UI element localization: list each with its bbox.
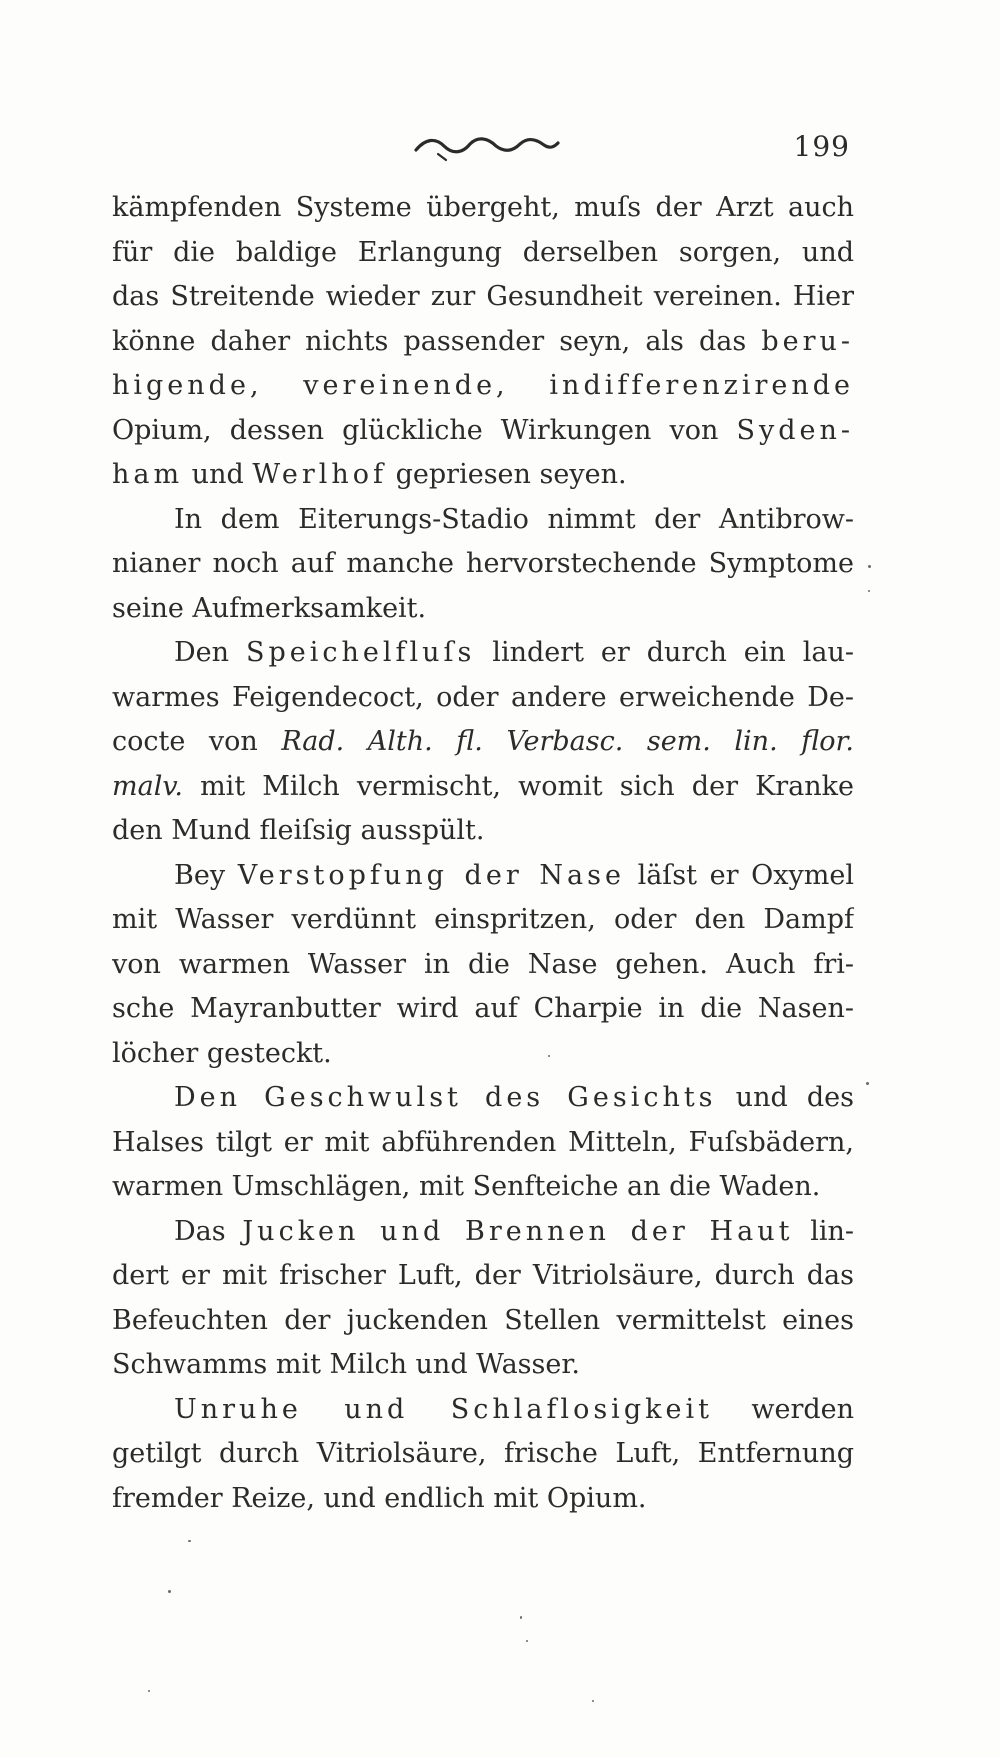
text-line <box>112 1165 854 1210</box>
text-line <box>112 1299 854 1344</box>
text-line <box>112 943 854 988</box>
text-line <box>112 542 854 587</box>
text-line <box>112 1076 854 1121</box>
italic-text: malv. <box>112 770 183 802</box>
text-line <box>112 1032 854 1077</box>
spaced-emphasis-text: Unruhe und Schlaflosigkeit <box>174 1393 713 1425</box>
text-line <box>112 231 854 276</box>
body-text <box>112 186 854 1521</box>
text-segment: lindert er durch ein lau- <box>475 637 854 668</box>
spaced-emphasis-text: Syden- <box>736 414 854 446</box>
text-segment: getilgt durch Vitriolsäure, frische Luft, Entfernung <box>112 1438 854 1469</box>
text-segment: In dem Eiterungs-Stadio nimmt der Antibrow- <box>174 503 854 535</box>
text-segment: mit Milch vermischt, womit sich der Kranke <box>182 770 854 802</box>
text-line <box>112 1388 854 1433</box>
text-segment: das Streitende wieder zur Gesundheit vereinen. Hier <box>112 281 854 312</box>
text-segment: kämpfenden Systeme übergeht, muſs der Arzt auch <box>112 192 854 223</box>
scan-speck <box>520 1616 522 1619</box>
scan-speck <box>868 590 870 592</box>
text-segment: den Mund fleiſsig ausspült. <box>112 815 485 846</box>
text-segment: Bey <box>174 859 238 891</box>
spaced-emphasis-text: Speichelfluſs <box>245 637 476 668</box>
spaced-emphasis-text: ham <box>112 459 184 490</box>
text-line <box>112 720 854 765</box>
text-segment: sche Mayranbutter wird auf Charpie in die Nasen- <box>112 993 854 1024</box>
scan-speck <box>168 1590 171 1593</box>
text-segment: für die baldige Erlangung derselben sorgen, und <box>112 236 854 268</box>
spaced-emphasis-text: higende, vereinende, indifferenzirende <box>112 370 854 401</box>
text-segment: Das <box>174 1215 243 1247</box>
spaced-emphasis-text: Jucken und Brennen der Haut <box>242 1215 794 1247</box>
text-segment: werden <box>712 1393 854 1425</box>
text-segment: läſst er Oxymel <box>624 859 854 891</box>
text-segment: warmes Feigendecoct, oder andere erweichende De- <box>112 681 854 713</box>
text-segment: Schwamms mit Milch und Wasser. <box>112 1349 580 1380</box>
tilde-ornament-icon <box>412 128 562 168</box>
text-line <box>112 453 854 498</box>
text-segment: und des <box>716 1082 854 1113</box>
text-line <box>112 1432 854 1477</box>
text-segment: warmen Umschlägen, mit Senfteiche an die Waden. <box>112 1171 821 1202</box>
text-line <box>112 186 854 231</box>
scan-speck <box>526 1640 528 1642</box>
text-line <box>112 498 854 543</box>
text-segment: dert er mit frischer Luft, der Vitriolsäure, durch das <box>112 1260 854 1291</box>
text-line <box>112 898 854 943</box>
text-line <box>112 765 854 810</box>
text-segment: Opium, dessen glückliche Wirkungen von <box>112 414 737 446</box>
text-segment: fremder Reize, und endlich mit Opium. <box>112 1482 647 1514</box>
text-line <box>112 854 854 899</box>
italic-text: Rad. Alth. fl. Verbasc. sem. lin. flor. <box>281 726 854 757</box>
text-segment: Halses tilgt er mit abführenden Mitteln, Fuſsbädern, <box>112 1126 854 1158</box>
text-line <box>112 631 854 676</box>
text-segment: seine Aufmerksamkeit. <box>112 592 427 624</box>
text-line <box>112 320 854 365</box>
text-line <box>112 1343 854 1388</box>
text-segment: könne daher nichts passender seyn, als das <box>112 325 762 357</box>
scan-speck <box>592 1700 594 1702</box>
spaced-emphasis-text: Den Geschwulst des Gesichts <box>174 1082 717 1113</box>
text-line <box>112 1254 854 1299</box>
text-segment: und <box>183 459 253 490</box>
text-segment: mit Wasser verdünnt einspritzen, oder den Dampf <box>112 904 854 935</box>
text-line <box>112 1477 854 1522</box>
text-line <box>112 364 854 409</box>
spaced-emphasis-text: Verstopfung der Nase <box>237 859 625 891</box>
text-line <box>112 1210 854 1255</box>
text-segment: gepriesen seyen. <box>387 459 627 490</box>
text-segment: Den <box>174 637 246 668</box>
scan-speck <box>868 565 871 568</box>
text-segment: Befeuchten der juckenden Stellen vermittelst eines <box>112 1304 854 1336</box>
spaced-emphasis-text: Werlhof <box>252 459 388 490</box>
text-line <box>112 275 854 320</box>
scan-speck <box>148 1690 150 1692</box>
text-segment: nianer noch auf manche hervorstechende Symptome <box>112 548 854 579</box>
text-line <box>112 409 854 454</box>
text-segment: löcher gesteckt. <box>112 1037 332 1069</box>
text-line <box>112 587 854 632</box>
scan-speck <box>188 1540 191 1542</box>
spaced-emphasis-text: beru- <box>761 325 854 357</box>
text-line <box>112 676 854 721</box>
scan-speck <box>866 1082 869 1085</box>
text-segment: lin- <box>793 1215 854 1247</box>
text-segment: cocte von <box>112 726 282 757</box>
text-line <box>112 809 854 854</box>
text-line <box>112 1121 854 1166</box>
page-number: 199 <box>793 130 850 163</box>
scan-speck <box>548 1055 550 1057</box>
text-segment: von warmen Wasser in die Nase gehen. Auch fri- <box>112 948 854 980</box>
text-line <box>112 987 854 1032</box>
